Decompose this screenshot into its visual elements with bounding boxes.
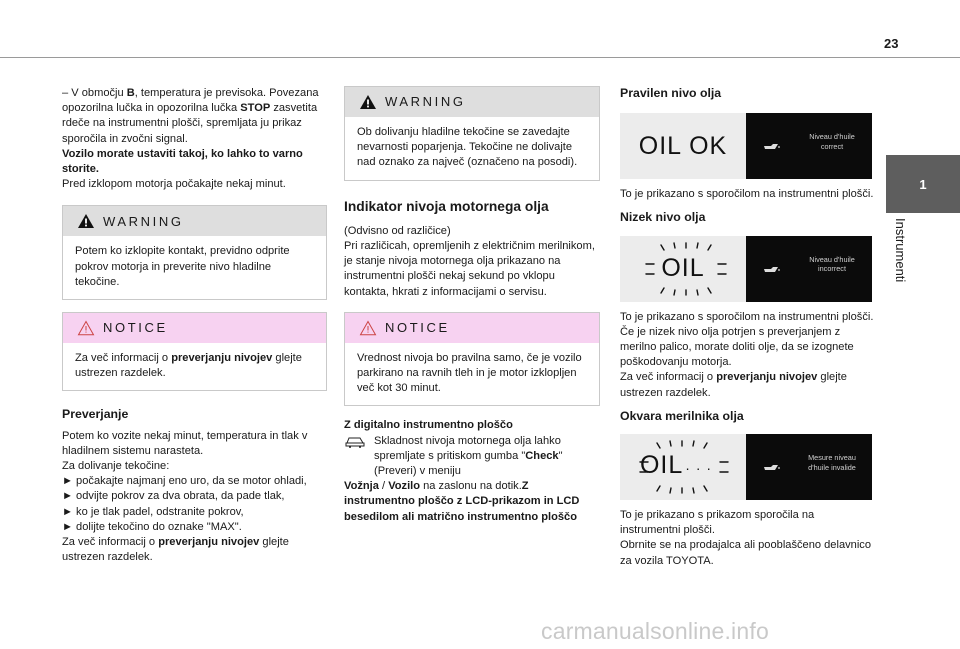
nizek-paragraph: To je prikazano s sporočilom na instrumentni plošči. — [620, 310, 874, 323]
warning-triangle-icon — [359, 94, 377, 110]
section-heading-okvara: Okvara merilnika olja — [620, 408, 744, 423]
oil-low-indicator — [620, 236, 746, 302]
okvara-paragraph-2: Obrnite se na prodajalca ali pooblaščeno delavnico za vozila TOYOTA. — [620, 539, 872, 567]
page-number: 23 — [884, 36, 899, 51]
oil-can-icon — [762, 141, 780, 151]
column-middle — [344, 86, 600, 525]
top-divider — [0, 57, 960, 58]
notice-triangle-icon — [77, 320, 95, 336]
step-item: ► odvijte pokrov za dva obrata, da pade tlak, — [62, 490, 285, 503]
warning-triangle-icon — [77, 213, 95, 229]
okvara-paragraph: To je prikazano s prikazom sporočila na instrumentni plošči. — [620, 509, 815, 537]
oil-fault-display — [620, 434, 874, 500]
oil-can-icon — [762, 462, 780, 472]
step-item: ► počakajte najmanj eno uro, da se motor ohladi, — [62, 475, 307, 488]
oil-low-screen — [746, 236, 872, 302]
oil-ok-message: Niveau d'huile correct — [809, 132, 855, 151]
preverjanje-paragraph: Potem ko vozite nekaj minut, temperatura in tlak v hladilnem sistemu narasteta. — [62, 429, 308, 457]
section-heading-preverjanje: Preverjanje — [62, 407, 129, 422]
warning-body: Ob dolivanju hladilne tekočine se zavedajte nevarnosti poparjenja. Tekočine ne dolivajte nad oznako za največ (označeno na posodi). — [357, 126, 578, 169]
warning-header: WARNING — [345, 87, 599, 117]
preverjanje-paragraph-2: Za dolivanje tekočine: — [62, 460, 170, 473]
section-heading-pravilen: Pravilen nivo olja — [620, 86, 722, 100]
column-right — [620, 86, 874, 569]
oil-fault-message: Mesure niveau d'huile invalide — [808, 453, 856, 472]
notice-body: Za več informacij o preverjanju nivojev glejte ustrezen razdelek. — [75, 352, 302, 380]
digital-heading: Z digitalno instrumentno ploščo — [344, 419, 513, 432]
oil-ok-label: OIL OK — [638, 131, 728, 160]
indikator-paragraph: Pri različicah, opremljenih z električnim merilnikom, je stanje nivoja motornega olja prikazano na instrumentni plošči nekaj sekund po vklopu kontakta, hkrati z informacijami o servisu. — [344, 240, 595, 298]
chapter-tab[interactable] — [886, 155, 960, 213]
watermark: carmanualsonline.info — [541, 618, 769, 644]
notice-triangle-icon — [359, 320, 377, 336]
oil-low-label: OIL — [661, 254, 705, 282]
step-item: ► dolijte tekočino do oznake "MAX". — [62, 520, 242, 533]
section-heading-indikator: Indikator nivoja motornega olja — [344, 198, 549, 214]
column-left — [62, 86, 327, 565]
chapter-label: Instrumenti — [893, 218, 908, 283]
preverjanje-paragraph-3: Za več informacij o preverjanju nivojev glejte ustrezen razdelek. — [62, 536, 289, 564]
nizek-paragraph-2: Če je nizek nivo olja potrjen s preverjanjem z merilno palico, morate doliti olje, da se izognete poškodovanju motorja. — [620, 325, 854, 369]
oil-low-message: Niveau d'huile incorrect — [809, 254, 855, 274]
notice-box — [62, 312, 327, 391]
digital-paragraph-cont: Vožnja / Vozilo na zaslonu na dotik.Z instrumentno ploščo z LCD-prikazom in LCD besedilom ali matrično instrumentno ploščo — [344, 480, 580, 523]
warning-header: WARNING — [63, 206, 326, 236]
warning-body: Potem ko izklopite kontakt, previdno odprite pokrov motorja in preverite nivo hladilne tekočine. — [75, 245, 290, 288]
oil-ok-indicator — [620, 113, 746, 179]
notice-box — [344, 312, 600, 407]
car-outline-icon — [344, 434, 366, 448]
oil-fault-indicator — [620, 434, 746, 500]
chapter-number: 1 — [919, 176, 927, 192]
oil-ok-screen — [746, 113, 872, 179]
notice-body: Vrednost nivoja bo pravilna samo, če je vozilo parkirano na ravnih tleh in je motor izklopljen več kot 30 minut. — [357, 351, 582, 395]
digital-instruction: Skladnost nivoja motornega olja lahko spremljate s pritiskom gumba "Check" (Preveri) v meniju — [344, 434, 600, 480]
nizek-paragraph-3: Za več informacij o preverjanju nivojev glejte ustrezen razdelek. — [620, 371, 847, 399]
oil-fault-screen — [746, 434, 872, 500]
oil-low-display — [620, 236, 874, 302]
warning-box — [62, 205, 327, 300]
oil-can-icon — [762, 264, 780, 274]
pravilen-paragraph: To je prikazano s sporočilom na instrumentni plošči. — [620, 188, 874, 201]
notice-header: NOTICE — [345, 313, 599, 343]
oil-fault-label: OIL · · · — [639, 450, 713, 479]
warning-box — [344, 86, 600, 181]
step-item: ► ko je tlak padel, odstranite pokrov, — [62, 505, 244, 518]
indikator-variant-note: (Odvisno od različice) — [344, 224, 451, 237]
section-heading-nizek: Nizek nivo olja — [620, 210, 706, 225]
intro-paragraph: – V območju B, temperatura je previsoka. Povezana opozorilna lučka in opozorilna lučka STOP zasvetita rdeče na instrumentni plošči, spremljata ju prikaz sporočila in zvočni signal. Vozilo morate ustaviti takoj, ko lahko to varno storite. — [62, 87, 319, 176]
oil-ok-display — [620, 113, 874, 179]
intro-paragraph-2: Pred izklopom motorja počakajte nekaj minut. — [62, 178, 286, 191]
notice-header: NOTICE — [63, 313, 326, 343]
